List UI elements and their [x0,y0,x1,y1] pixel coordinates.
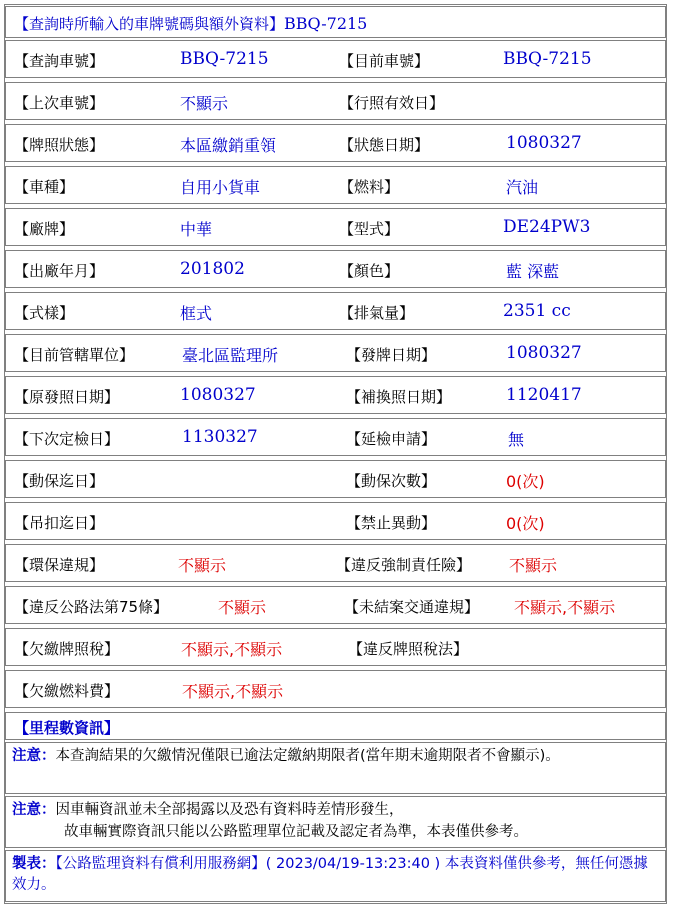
license-tax-law-label: 【違反牌照稅法】 [348,640,469,658]
row-body-style [5,292,666,330]
row-plate-status [5,124,666,162]
note-source [5,850,666,902]
model-label: 【型式】 [339,220,400,238]
previous-plate-label: 【上次車號】 [14,94,105,112]
environmental-violation-label: 【環保違規】 [14,556,105,574]
note-arrears [5,742,666,794]
fuel-label: 【燃料】 [339,178,400,196]
query-plate-label: 【查詢車號】 [14,52,105,70]
highway-act-value: 不顯示 [218,598,267,617]
brand-value: 中華 [180,220,213,239]
original-license-date-label: 【原發照日期】 [14,388,120,406]
license-tax-arrears-label: 【欠繳牌照稅】 [14,640,120,658]
next-inspection-value: 1130327 [182,427,258,447]
vehicle-type-value: 自用小貨車 [180,178,261,197]
title-text: 【查詢時所輸入的車牌號碼與額外資料】BBQ-7215 [14,14,368,33]
note-disclaimer [5,796,666,848]
vehicle-type-label: 【車種】 [14,178,75,196]
original-license-date-value: 1080327 [180,385,256,405]
inspection-extension-label: 【延檢申請】 [346,430,437,448]
note-source-text: 【公路監理資料有償利用服務網】( 2023/04/19-13:23:40 ) 本表資料僅供參考，無任何憑據效力。 [12,856,648,893]
current-plate-label: 【目前車號】 [339,52,430,70]
next-inspection-label: 【下次定檢日】 [14,430,120,448]
color-label: 【顏色】 [339,262,400,280]
transfer-ban-label: 【禁止異動】 [346,514,437,532]
row-highway-act [5,586,666,624]
fuel-fee-arrears-label: 【欠繳燃料費】 [14,682,120,700]
mileage-heading: 【里程數資訊】 [14,719,120,737]
manufacture-date-label: 【出廠年月】 [14,262,105,280]
row-vehicle-type [5,166,666,204]
compulsory-insurance-value: 不顯示 [509,556,558,575]
row-previous-plate [5,82,666,120]
chattel-mortgage-end-label: 【動保迄日】 [14,472,105,490]
row-license-tax [5,628,666,666]
transfer-ban-value: 0(次) [506,514,545,533]
title-bar [5,6,666,38]
plate-status-value: 本區繳銷重領 [180,136,277,155]
traffic-violation-value: 不顯示,不顯示 [514,598,616,617]
note-disclaimer-line1: 因車輛資訊並未全部揭露以及恐有資料時差情形發生， [55,802,404,818]
row-next-inspection [5,418,666,456]
manufacture-date-value: 201802 [180,259,245,279]
traffic-violation-label: 【未結案交通違規】 [344,598,480,616]
issue-date-value: 1080327 [506,343,582,363]
license-valid-label: 【行照有效日】 [339,94,445,112]
fuel-value: 汽油 [506,178,539,197]
reissue-date-label: 【補換照日期】 [346,388,452,406]
row-fuel-fee [5,670,666,708]
color-value: 藍 深藍 [506,262,560,281]
displacement-label: 【排氣量】 [339,304,415,322]
status-date-value: 1080327 [506,133,582,153]
environmental-violation-value: 不顯示 [178,556,227,575]
reissue-date-value: 1120417 [506,385,582,405]
previous-plate-value: 不顯示 [180,94,229,113]
license-tax-arrears-value: 不顯示,不顯示 [181,640,283,659]
brand-label: 【廠牌】 [14,220,75,238]
note-arrears-prefix: 注意： [12,748,56,764]
row-manufacture-date [5,250,666,288]
model-value: DE24PW3 [503,217,591,237]
current-plate-value: BBQ-7215 [503,49,592,69]
jurisdiction-label: 【目前管轄單位】 [14,346,135,364]
suspension-end-label: 【吊扣迄日】 [14,514,105,532]
note-disclaimer-prefix: 注意： [12,802,56,818]
row-suspension [5,502,666,540]
highway-act-label: 【違反公路法第75條】 [14,598,169,616]
chattel-mortgage-count-value: 0(次) [506,472,545,491]
row-brand [5,208,666,246]
body-style-value: 框式 [180,304,213,323]
fuel-fee-arrears-value: 不顯示,不顯示 [182,682,284,701]
note-arrears-text: 本查詢結果的欠繳情況僅限已逾法定繳納期限者(當年期末逾期限者不會顯示)。 [55,748,560,764]
displacement-value: 2351 cc [503,301,571,321]
inspection-extension-value: 無 [508,430,525,449]
row-chattel-mortgage [5,460,666,498]
jurisdiction-value: 臺北區監理所 [182,346,279,365]
status-date-label: 【狀態日期】 [339,136,430,154]
chattel-mortgage-count-label: 【動保次數】 [346,472,437,490]
issue-date-label: 【發牌日期】 [346,346,437,364]
body-style-label: 【式樣】 [14,304,75,322]
row-original-license-date [5,376,666,414]
query-plate-value: BBQ-7215 [180,49,269,69]
row-query-plate [5,40,666,78]
note-source-prefix: 製表： [12,856,56,872]
row-jurisdiction [5,334,666,372]
plate-status-label: 【牌照狀態】 [14,136,105,154]
row-environmental-violation [5,544,666,582]
mileage-section [5,712,666,740]
note-disclaimer-line2: 故車輛實際資訊只能以公路監理單位記載及認定者為準，本表僅供參考。 [64,824,528,840]
compulsory-insurance-label: 【違反強制責任險】 [336,556,472,574]
